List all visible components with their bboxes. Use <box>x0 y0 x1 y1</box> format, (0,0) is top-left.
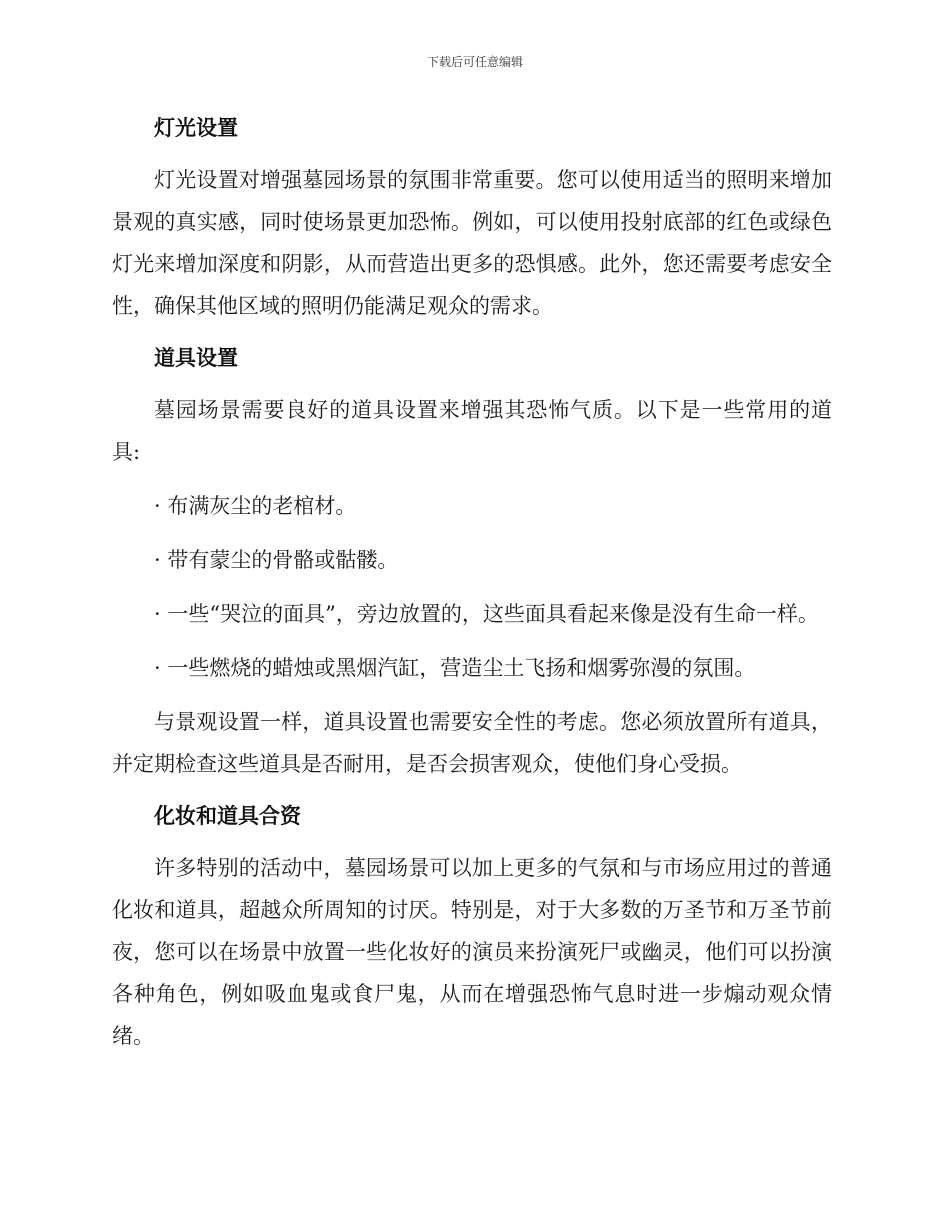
paragraph-lighting: 灯光设置对增强墓园场景的氛围非常重要。您可以使用适当的照明来增加景观的真实感，同时使场景更加恐怖。例如，可以使用投射底部的红色或绿色灯光来增加深度和阴影，从而营造出更多的恐惧感。此外，您还需要考虑安全性，确保其他区域的照明仍能满足观众的需求。 <box>112 168 832 318</box>
document-body <box>112 108 832 1057</box>
section-heading-lighting: 灯光设置 <box>154 116 238 140</box>
section-heading-makeup: 化妆和道具合资 <box>154 804 301 828</box>
paragraph-makeup: 许多特别的活动中，墓园场景可以加上更多的气氛和与市场应用过的普通化妆和道具，超越众所周知的讨厌。特别是，对于大多数的万圣节和万圣节前夜，您可以在场景中放置一些化妆好的演员来扮演死尸或幽灵，他们可以扮演各种角色，例如吸血鬼或食尸鬼，从而在增强恐怖气息时进一步煽动观众情绪。 <box>112 856 832 1048</box>
list-item-coffin: · 布满灰尘的老棺材。 <box>154 494 357 518</box>
list-item-candles: · 一些燃烧的蜡烛或黑烟汽缸，营造尘土飞扬和烟雾弥漫的氛围。 <box>154 656 756 680</box>
list-item-mask: · 一些“哭泣的面具”，旁边放置的，这些面具看起来像是没有生命一样。 <box>154 602 819 626</box>
list-item-skeleton: · 带有蒙尘的骨骼或骷髅。 <box>154 548 399 572</box>
section-heading-props: 道具设置 <box>154 346 238 370</box>
paragraph-props-intro: 墓园场景需要良好的道具设置来增强其恐怖气质。以下是一些常用的道具: <box>112 398 832 464</box>
page-header: 下载后可任意编辑 <box>426 55 523 69</box>
paragraph-props-safety: 与景观设置一样，道具设置也需要安全性的考虑。您必须放置所有道具，并定期检查这些道具是否耐用，是否会损害观众，使他们身心受损。 <box>112 710 832 776</box>
